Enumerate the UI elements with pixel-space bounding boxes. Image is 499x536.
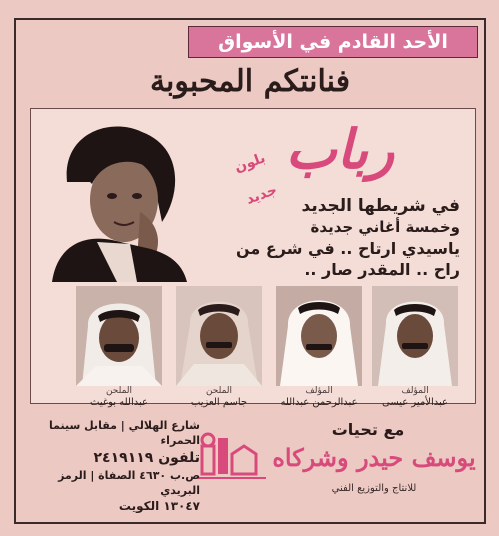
address-line-4: ١٣٠٤٧ الكويت xyxy=(118,499,200,513)
company-address xyxy=(20,418,200,514)
album-lines xyxy=(200,196,460,280)
credit-role: المؤلف xyxy=(401,386,429,396)
credit-portrait-3 xyxy=(276,286,362,386)
singer-subtitle: بلون جديد xyxy=(232,150,280,208)
credit-caption-2 xyxy=(171,386,267,408)
sponsor-greeting: مع تحيات xyxy=(331,420,405,439)
address-line-1: شارع الهلالي | مقابل سينما الحمراء xyxy=(48,419,200,447)
address-line-3: ص.ب ٤٦٣٠ الصفاة | الرمز البريدي xyxy=(58,469,200,497)
singer-name: رباب xyxy=(285,117,395,181)
sponsor-tagline: للانتاج والتوزيع الفني xyxy=(331,483,417,494)
album-line-2: وخمسة أغاني جديدة xyxy=(310,218,460,236)
credit-name: عبدالله بوغيث xyxy=(90,397,148,408)
address-phone: تلفون ٢٤١٩١١٩ xyxy=(93,450,200,466)
credit-role: المؤلف xyxy=(305,386,333,396)
singer-portrait xyxy=(42,112,192,282)
credit-caption-4 xyxy=(367,386,463,408)
credit-role: الملحن xyxy=(105,386,133,396)
album-line-3: ياسيدي ارتاح .. في شرع من xyxy=(235,239,460,258)
credit-name: عبدالرحمن عبدالله xyxy=(280,397,358,408)
credit-role: الملحن xyxy=(205,386,233,396)
release-banner: الأحد القادم في الأسواق xyxy=(188,26,478,58)
credit-name: عبدالأمير عيسى xyxy=(381,397,449,408)
credit-portrait-2 xyxy=(176,286,262,386)
credit-caption-1 xyxy=(71,386,167,408)
credit-caption-3 xyxy=(271,386,367,408)
credit-portrait-4 xyxy=(372,286,458,386)
album-line-1: في شريطها الجديد xyxy=(301,196,460,216)
credit-name: جاسم العزيب xyxy=(190,397,248,408)
headline: فنانتكم المحبوبة xyxy=(149,64,351,99)
company-logo-icon xyxy=(196,428,268,484)
album-line-4: راح .. المقدر صار .. xyxy=(304,260,460,279)
sponsor-company: يوسف حيدر وشركاه xyxy=(272,443,476,472)
credit-portrait-1 xyxy=(76,286,162,386)
